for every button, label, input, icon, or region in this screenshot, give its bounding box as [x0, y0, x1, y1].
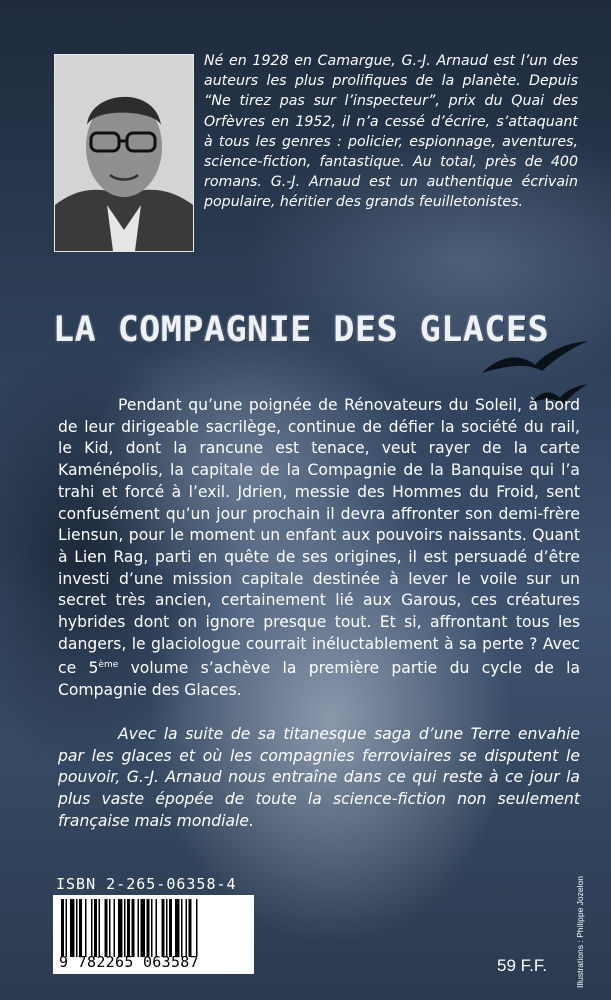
price: 59 F.F.: [497, 956, 548, 975]
barcode-bar: [169, 899, 172, 957]
barcode-bar: [66, 899, 68, 957]
barcode-bar: [138, 899, 140, 957]
barcode-bar: [99, 899, 101, 957]
barcode-bar: [94, 899, 97, 957]
barcode-bar: [196, 899, 198, 957]
book-title: LA COMPAGNIE DES GLACES: [53, 310, 550, 350]
barcode-bar: [79, 899, 82, 957]
barcode-bar: [76, 899, 78, 957]
book-summary: [58, 395, 580, 702]
barcode-bar: [61, 899, 64, 957]
barcode-bar: [105, 899, 108, 957]
illustration-credit: Illustrations : Philippe Jozelon: [575, 876, 585, 988]
barcode-bar: [175, 899, 180, 957]
barcode-bar: [186, 899, 188, 957]
barcode-bar: [91, 899, 93, 957]
summary-superscript: ème: [98, 660, 119, 671]
barcode-bar: [85, 899, 87, 957]
barcode: [53, 895, 254, 974]
book-tagline: Avec la suite de sa titanesque saga d’une Terre envahie par les glaces et où les compagnies ferroviaires se disputent le pouvoir, G.-J. Arnaud nous entraîne dans ce qui reste à ce jour la plus vaste épopée de toute la science-fiction non seulement française mais mondiale.: [58, 725, 580, 830]
barcode-number: 9 782265 063587: [59, 953, 199, 971]
barcode-bar: [156, 899, 158, 957]
author-photo: [54, 54, 194, 252]
barcode-bar: [162, 899, 165, 957]
author-bio: Né en 1928 en Camargue, G.-J. Arnaud est l’un des auteurs les plus prolifiques de la planète. Depuis “Ne tirez pas sur l’inspecteur”, prix du Quai des Orfèvres en 1952, il n’a cessé d’écrire, s’attaquant à tous les genres : policier, espionnage, aventures, science-fiction, fantastique. Au total, près de 400 romans. G.-J. Arnaud est un authentique écrivain populaire, héritier des grands feuilletonistes.: [204, 53, 578, 211]
barcode-bar: [114, 899, 116, 957]
barcode-bar: [141, 899, 146, 957]
barcode-bar: [118, 899, 123, 957]
barcode-bar: [147, 899, 150, 957]
barcode-bars-icon: [53, 899, 254, 961]
barcode-bar: [70, 899, 75, 957]
barcode-bar: [189, 899, 192, 957]
barcode-bar: [127, 899, 130, 957]
barcode-bar: [181, 899, 183, 957]
author-portrait-icon: [55, 55, 193, 251]
barcode-bar: [109, 899, 111, 957]
isbn: ISBN 2-265-06358-4: [56, 875, 237, 893]
barcode-bar: [132, 899, 135, 957]
summary-text: Pendant qu’une poignée de Rénovateurs du Soleil, à bord de leur dirigeable sacrilège, continue de défier la société du rail, le Kid, dont la rancune est tenace, veut rayer de la carte Kaménépolis, la capitale de la Compagnie de la Banquise qui l’a trahi et forcé à l’exil. Jdrien, messie des Hommes du Froid, sent confusément qu’un jour prochain il devra affronter son demi-frère Liensun, pour le moment un enfant aux pouvoirs naissants. Quant à Lien Rag, parti en quête de ses origines, il est persuadé d’être investi d’une mission capitale destinée à lever le voile sur un secret très ancien, certainement lié aux Garous, ces créatures hybrides dont on ignore presque tout. Et si, affrontant tous les dangers, le glaciologue courrait inéluctablement à sa perte ? Avec ce 5: [58, 396, 580, 678]
barcode-bar: [166, 899, 168, 957]
barcode-bar: [124, 899, 126, 957]
barcode-bar: [151, 899, 153, 957]
summary-text-end: volume s’achève la première partie du cycle de la Compagnie des Glaces.: [58, 659, 580, 700]
